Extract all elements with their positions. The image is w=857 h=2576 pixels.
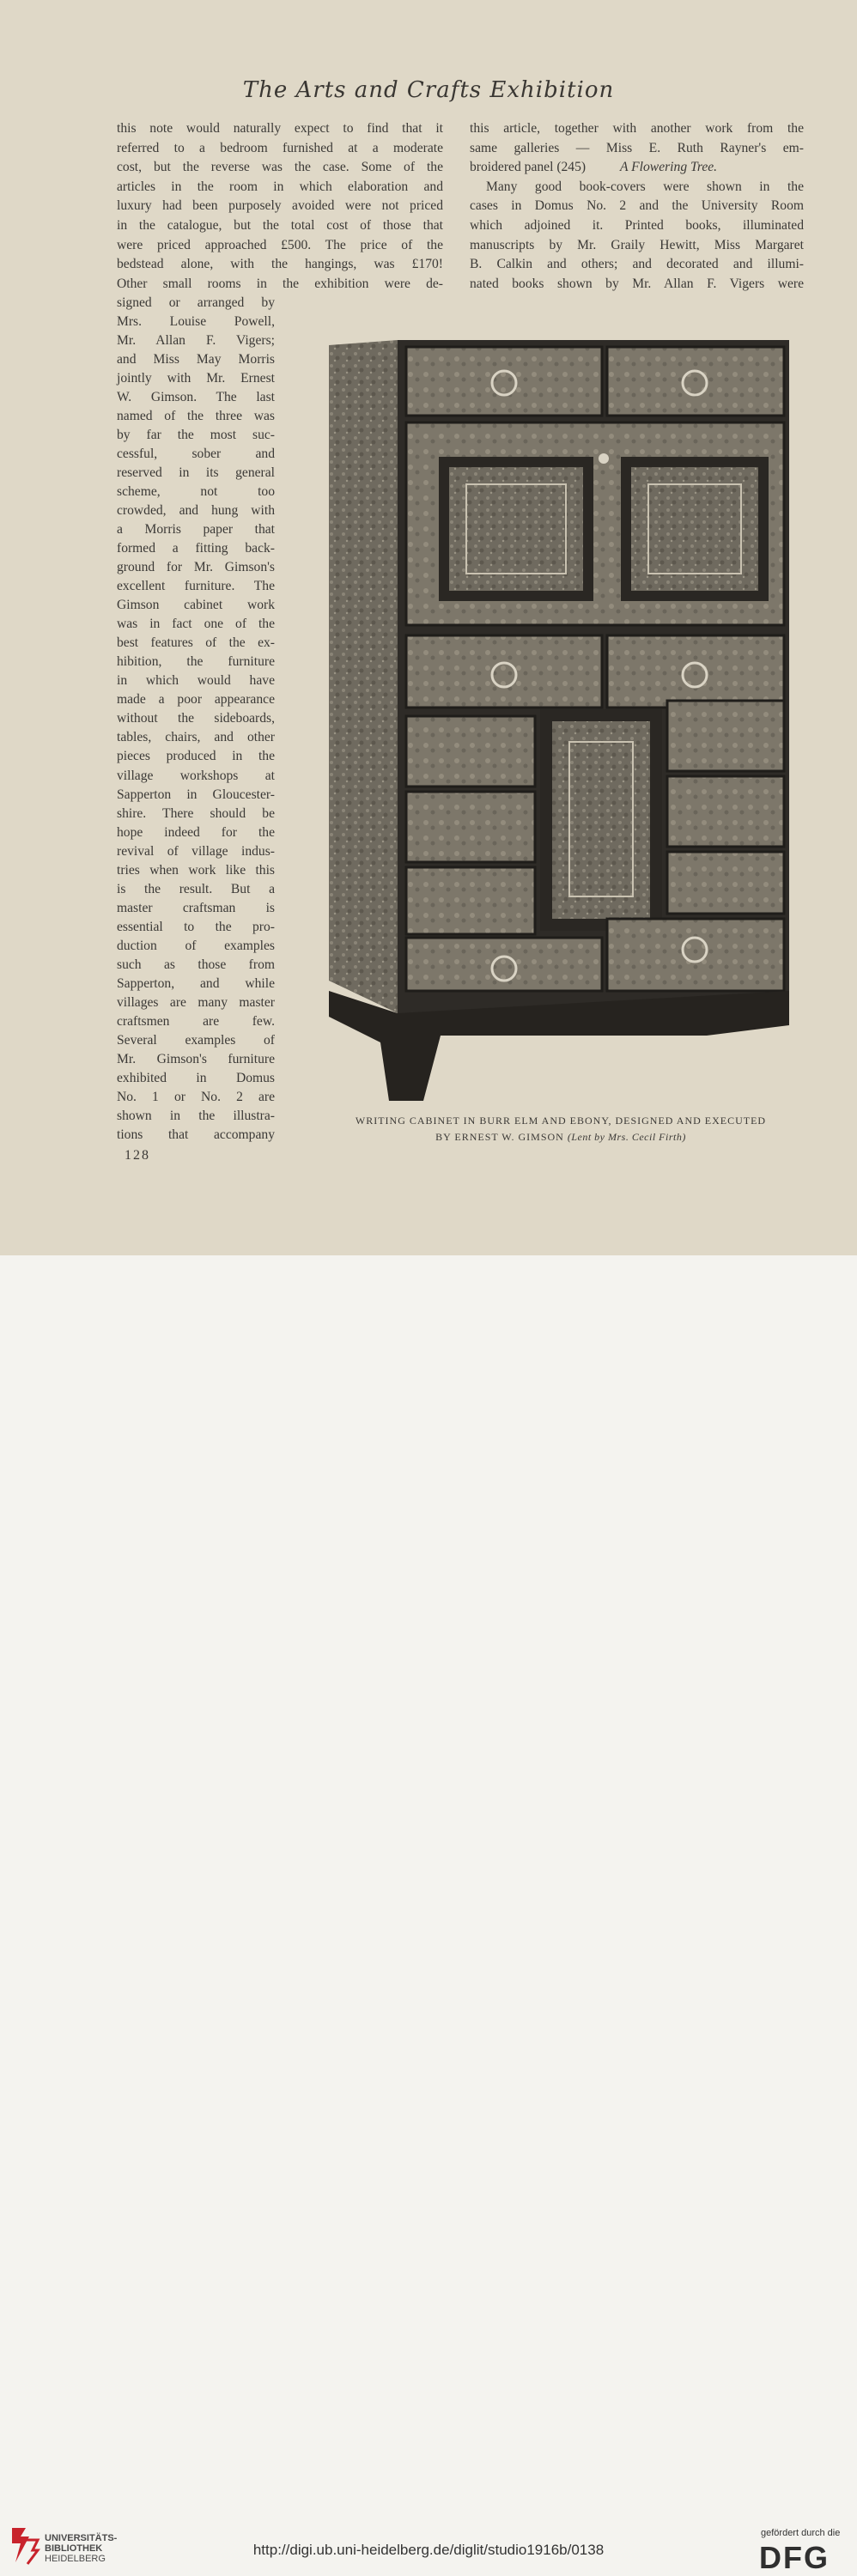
drawer-small-right-1 xyxy=(667,701,784,771)
text-line: by far the most suc- xyxy=(117,428,275,443)
cabinet-side xyxy=(329,340,398,1013)
digitization-footer xyxy=(0,1255,857,2575)
figure-caption xyxy=(309,1113,812,1145)
text-line: hibition, the furniture xyxy=(117,654,275,670)
text-line: such as those from xyxy=(117,957,275,972)
drawer-mid-left xyxy=(406,635,602,708)
text-line: W. Gimson. The last xyxy=(117,390,275,405)
text-line: Sapperton, and while xyxy=(117,975,275,991)
text-line: essential to the pro- xyxy=(117,919,275,934)
text-line: exhibited in Domus xyxy=(117,1070,275,1085)
text-line: tables, chairs, and other xyxy=(117,730,275,745)
text-line: Mr. Gimson's furniture xyxy=(117,1051,275,1066)
text-line: made a poor appearance xyxy=(117,692,275,708)
text-line: jointly with Mr. Ernest xyxy=(117,371,275,386)
text-line: Many good book-covers were shown in the xyxy=(486,179,804,194)
cupboard-door-panel xyxy=(552,721,650,919)
text-line: Several examples of xyxy=(117,1032,275,1048)
text-line: hope indeed for the xyxy=(117,824,275,840)
text-line: shown in the illustra- xyxy=(117,1108,275,1123)
text-line: was in fact one of the xyxy=(117,617,275,632)
scanned-page xyxy=(0,0,857,1255)
text-line: Other small rooms in the exhibition were de- xyxy=(117,276,443,291)
text-line: named of the three was xyxy=(117,409,275,424)
text-line: ground for Mr. Gimson's xyxy=(117,560,275,575)
text-line: a Morris paper that xyxy=(117,522,275,538)
drawer-mid-right xyxy=(607,635,784,708)
drawer-top-right xyxy=(607,347,784,416)
italic-title: A Flowering Tree. xyxy=(620,160,718,175)
fall-panel-left-inner xyxy=(449,467,583,591)
text-line: articles in the room in which elaboration and xyxy=(117,179,443,194)
drawer-bottom-left xyxy=(406,938,602,991)
text-line: Mr. Allan F. Vigers; xyxy=(117,333,275,349)
drawer-bottom-right xyxy=(607,919,784,991)
text-line: villages are many master xyxy=(117,994,275,1010)
text-line: which adjoined it. Printed books, illuminated xyxy=(470,218,804,233)
text-line: luxury had been purposely avoided were not priced xyxy=(117,198,443,214)
text-line: excellent furniture. The xyxy=(117,579,275,594)
text-line: this article, together with another work from the xyxy=(470,121,804,136)
library-name-line-3: HEIDELBERG xyxy=(45,2554,106,2564)
text-line: master craftsman is xyxy=(117,900,275,915)
text-line: formed a fitting back- xyxy=(117,541,275,556)
drawer-small-left-1 xyxy=(406,716,535,787)
text-line: Sapperton in Gloucester- xyxy=(117,787,275,802)
text-line: and Miss May Morris xyxy=(117,352,275,368)
text-line: tries when work like this xyxy=(117,862,275,878)
text-line: cases in Domus No. 2 and the University Room xyxy=(470,198,804,214)
drawer-top-left xyxy=(406,347,602,416)
cabinet-photo-icon xyxy=(329,338,791,1101)
escutcheon-icon xyxy=(599,453,609,464)
text-line: best features of the ex- xyxy=(117,635,275,651)
text-line: Mrs. Louise Powell, xyxy=(117,314,275,330)
text-line: B. Calkin and others; and decorated and illumi- xyxy=(470,257,804,272)
drawer-small-left-2 xyxy=(406,792,535,862)
caption-line-2-italic: (Lent by Mrs. Cecil Firth) xyxy=(567,1131,686,1143)
drawer-small-right-3 xyxy=(667,852,784,914)
library-name-line-1: UNIVERSITÄTS- xyxy=(45,2533,118,2543)
text-line: reserved in its general xyxy=(117,465,275,481)
text-line: bedstead alone, with the hangings, was £170! xyxy=(117,257,443,272)
text-line: referred to a bedroom furnished at a moderate xyxy=(117,140,443,155)
text-line: cost, but the reverse was the case. Some of the xyxy=(117,160,443,175)
text-line: same galleries — Miss E. Ruth Rayner's em- xyxy=(470,140,804,155)
text-line: No. 1 or No. 2 are xyxy=(117,1089,275,1104)
text-line: in the catalogue, but the total cost of those that xyxy=(117,218,443,233)
text-line: manuscripts by Mr. Graily Hewitt, Miss Margaret xyxy=(470,237,804,252)
running-header: The Arts and Crafts Exhibition xyxy=(242,77,615,103)
text-line: nated books shown by Mr. Allan F. Vigers were xyxy=(470,276,804,291)
caption-line-2 xyxy=(309,1129,812,1145)
text-line: craftsmen are few. xyxy=(117,1013,275,1029)
permalink-url[interactable]: http://digi.ub.uni-heidelberg.de/diglit/studio1916b/0138 xyxy=(252,2542,605,2558)
caption-line-1: WRITING CABINET IN BURR ELM AND EBONY, DESIGNED AND EXECUTED xyxy=(355,1115,767,1127)
text-line: pieces produced in the xyxy=(117,749,275,764)
drawer-small-right-2 xyxy=(667,776,784,847)
page-number: 128 xyxy=(125,1148,150,1163)
text-line: broidered panel (245) xyxy=(470,160,587,175)
text-line: in which would have xyxy=(117,673,275,689)
text-line: village workshops at xyxy=(117,768,275,783)
dfg-logo: DFG xyxy=(759,2540,830,2575)
text-line: scheme, not too xyxy=(117,484,275,500)
fall-panel-right-inner xyxy=(631,467,758,591)
text-line: shire. There should be xyxy=(117,805,275,821)
text-line: Gimson cabinet work xyxy=(117,598,275,613)
drawer-small-left-3 xyxy=(406,867,535,934)
text-line: cessful, sober and xyxy=(117,447,275,462)
text-line: is the result. But a xyxy=(117,881,275,896)
text-line: crowded, and hung with xyxy=(117,503,275,519)
text-line: without the sideboards, xyxy=(117,711,275,726)
text-line: signed or arranged by xyxy=(117,295,275,310)
text-line: revival of village indus- xyxy=(117,843,275,859)
caption-line-2-prefix: BY ERNEST W. GIMSON xyxy=(435,1131,568,1143)
library-name-line-2: BIBLIOTHEK xyxy=(45,2543,103,2554)
text-line: duction of examples xyxy=(117,938,275,953)
text-line: this note would naturally expect to find that it xyxy=(117,121,443,136)
text-line: tions that accompany xyxy=(117,1127,275,1142)
sponsor-text: gefördert durch die xyxy=(761,2528,841,2538)
text-line: were priced approached £500. The price of the xyxy=(117,237,443,252)
